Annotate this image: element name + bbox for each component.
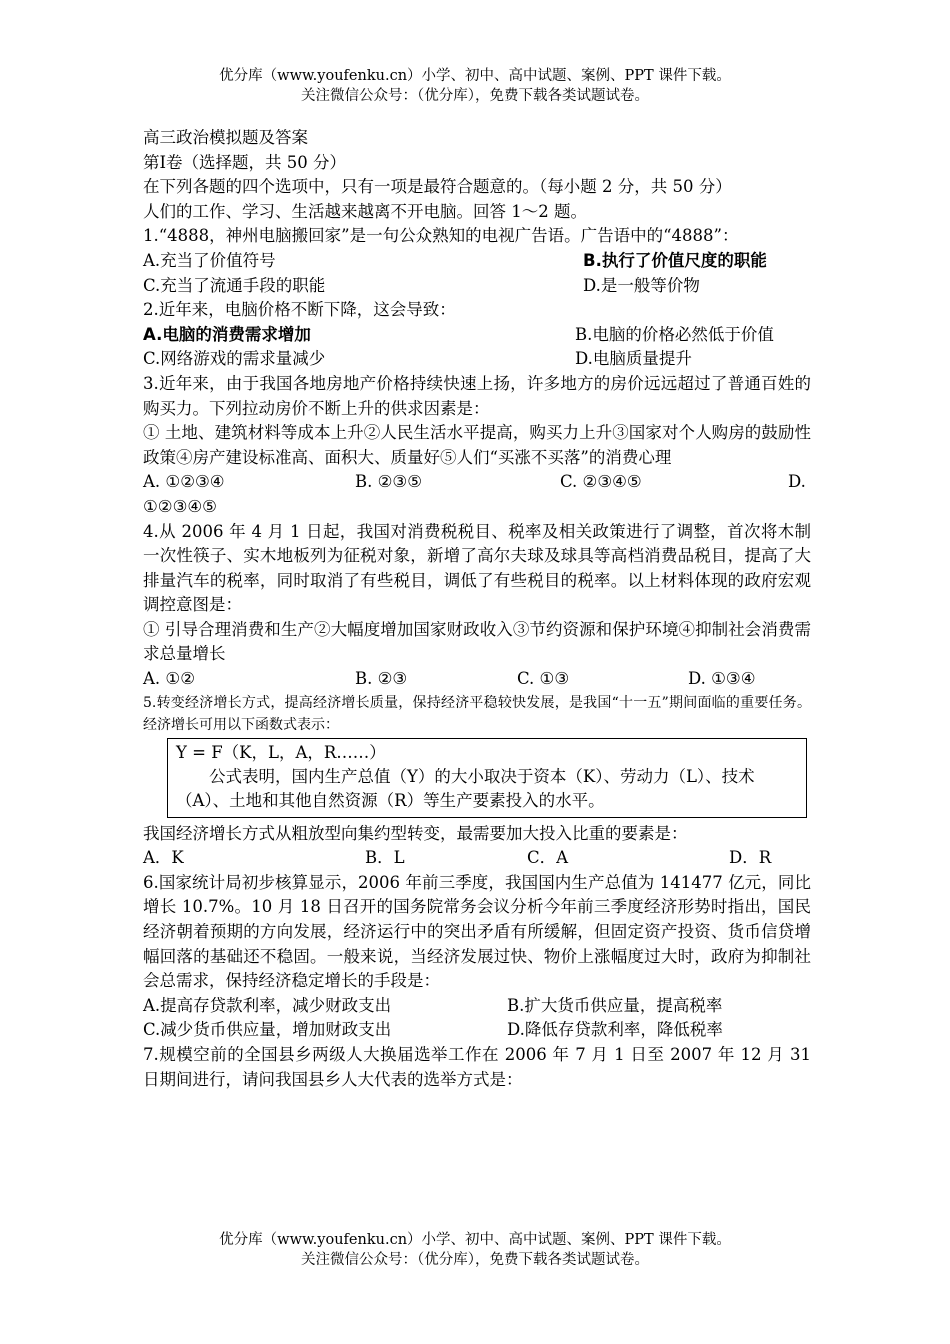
q6-option-a: A.提高存贷款利率，减少财政支出 xyxy=(143,995,392,1015)
q1-option-c: C.充当了流通手段的职能 xyxy=(143,275,326,295)
q3-option-d: D. xyxy=(788,472,806,492)
q4-option-b: B. ②③ xyxy=(355,669,408,689)
q5-box-text: 公式表明，国内生产总值（Y）的大小取决于资本（K）、劳动力（L）、技术（A）、土地和其他自然资源（R）等生产要素投入的水平。 xyxy=(176,766,755,810)
q1-option-b: B.执行了价值尺度的职能 xyxy=(583,250,767,270)
q1-stem: 1.“4888，神州电脑搬回家”是一句公众熟知的电视广告语。广告语中的“4888”： xyxy=(143,226,739,246)
question-2 xyxy=(143,298,811,372)
q5-option-d: D．R xyxy=(729,848,772,868)
question-7 xyxy=(143,1043,811,1092)
instruction: 在下列各题的四个选项中，只有一项是最符合题意的。（每小题 2 分，共 50 分） xyxy=(143,177,732,197)
q6-option-c: C.减少货币供应量，增加财政支出 xyxy=(143,1020,392,1040)
q2-stem: 2.近年来，电脑价格不断下降，这会导致： xyxy=(143,300,456,320)
header-line-2: 关注微信公众号：（优分库），免费下载各类试题试卷。 xyxy=(301,88,649,104)
q2-option-a: A.电脑的消费需求增加 xyxy=(143,324,311,344)
q4-items: ① 引导合理消费和生产②大幅度增加国家财政收入③节约资源和保护环境④抑制社会消费需求总量增长 xyxy=(143,619,811,664)
question-1 xyxy=(143,224,811,298)
q5-stem: 5.转变经济增长方式，提高经济增长质量，保持经济平稳较快发展，是我国“十一五”期间面临的重要任务。经济增长可用以下函数式表示： xyxy=(143,694,811,733)
q3-items: ① 土地、建筑材料等成本上升②人民生活水平提高，购买力上升③国家对个人购房的鼓励性政策④房产建设标准高、面积大、质量好⑤人们“买涨不买落”的消费心理 xyxy=(143,423,811,467)
q4-option-c: C. ①③ xyxy=(517,669,570,689)
q5-option-b: B．L xyxy=(365,848,405,868)
q5-option-a: A．K xyxy=(143,848,184,868)
q6-option-b: B.扩大货币供应量，提高税率 xyxy=(507,995,723,1015)
intro-q1-q2: 人们的工作、学习、生活越来越离不开电脑。回答 1～2 题。 xyxy=(143,201,587,221)
question-4 xyxy=(143,520,811,692)
q5-question: 我国经济增长方式从粗放型向集约型转变，最需要加大投入比重的要素是： xyxy=(143,823,688,843)
question-3 xyxy=(143,372,811,520)
q5-formula: Y = F（K，L，A，R……） xyxy=(176,742,386,762)
doc-title: 高三政治模拟题及答案 xyxy=(143,128,308,147)
q1-option-a: A.充当了价值符号 xyxy=(143,250,276,270)
q3-option-a: A. ①②③④ xyxy=(143,472,225,492)
q3-option-b: B. ②③⑤ xyxy=(355,472,422,492)
q1-option-d: D.是一般等价物 xyxy=(583,275,700,295)
question-6 xyxy=(143,871,811,1043)
q4-stem: 4.从 2006 年 4 月 1 日起，我国对消费税税目、税率及相关政策进行了调整，首次将木制一次性筷子、实木地板列为征税对象，新增了高尔夫球及球具等高档消费品税目，提高了大排量汽车的税率，同时取消了有些税目，调低了有些税目的税率。以上材料体现的政府宏观调控意图是： xyxy=(143,521,811,615)
q3-option-c: C. ②③④⑤ xyxy=(560,472,642,492)
question-5 xyxy=(143,692,811,871)
page-footer xyxy=(0,1230,950,1270)
q2-option-c: C.网络游戏的需求量减少 xyxy=(143,349,326,369)
q3-stem: 3.近年来，由于我国各地房地产价格持续快速上扬，许多地方的房价远远超过了普通百姓的购买力。下列拉动房价不断上升的供求因素是： xyxy=(143,373,811,418)
q4-option-a: A. ①② xyxy=(143,669,195,689)
q6-option-d: D.降低存贷款利率，降低税率 xyxy=(507,1020,723,1040)
q5-option-c: C．A xyxy=(527,848,569,868)
q2-option-d: D.电脑质量提升 xyxy=(575,349,692,369)
q3-option-d-cont: ①②③④⑤ xyxy=(143,496,217,516)
q2-option-b: B.电脑的价格必然低于价值 xyxy=(575,324,774,344)
footer-line-2: 关注微信公众号：（优分库），免费下载各类试题试卷。 xyxy=(301,1252,649,1268)
formula-box xyxy=(167,738,807,818)
q4-option-d: D. ①③④ xyxy=(688,669,756,689)
page-header xyxy=(0,66,950,106)
section-heading: 第Ⅰ卷（选择题，共 50 分） xyxy=(143,152,347,172)
document-body xyxy=(143,126,811,1092)
q7-stem: 7.规模空前的全国县乡两级人大换届选举工作在 2006 年 7 月 1 日至 2007 年 12 月 31 日期间进行，请问我国县乡人大代表的选举方式是： xyxy=(143,1045,811,1089)
header-line-1: 优分库（www.youfenku.cn）小学、初中、高中试题、案例、PPT 课件下载。 xyxy=(219,68,731,84)
q6-stem: 6.国家统计局初步核算显示，2006 年前三季度，我国国内生产总值为 141477 亿元，同比增长 10.7%。10 月 18 日召开的国务院常务会议分析今年前三季度经济形势时指出，国民经济朝着预期的方向发展，经济运行中的突出矛盾有所缓解，但固定资产投资、货币信贷增幅回落的基础还不稳固。一般来说，当经济发展过快、物价上涨幅度过大时，政府为抑制社会总需求，保持经济稳定增长的手段是： xyxy=(143,872,811,991)
footer-line-1: 优分库（www.youfenku.cn）小学、初中、高中试题、案例、PPT 课件下载。 xyxy=(219,1232,731,1248)
